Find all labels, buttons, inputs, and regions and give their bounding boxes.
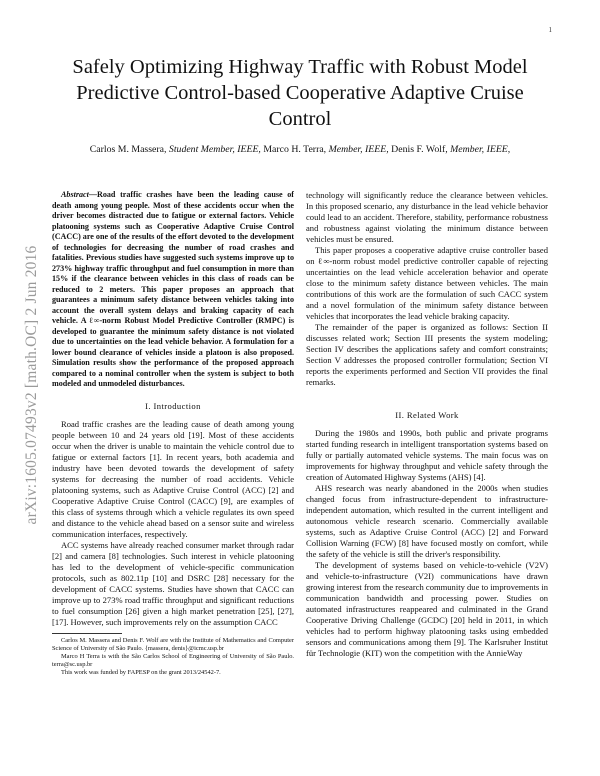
author-1: Carlos M. Massera, bbox=[89, 144, 167, 155]
paper-title: Safely Optimizing Highway Traffic with Robust Model Predictive Control-based Cooperative Adaptive Cruise Control bbox=[72, 56, 528, 130]
author-2: Marco H. Terra, bbox=[263, 144, 327, 155]
footnote-divider bbox=[52, 633, 122, 634]
author-3-role: Member, IEEE, bbox=[450, 144, 511, 155]
related-paragraph-3: The development of systems based on vehicle-to-vehicle (V2V) and vehicle-to-infrastructure (V2I) communications have drawn growing interest from the research community due to improvements in communication bandwidth and processing power. Studies on automated infrastructures reappeared and culminated in the Grand Cooperative Driving Challenge (GCDC) [20] held in 2011, in which vehicles had to perform highway platooning tasks using embedded sensors and communications among them [9]. The Karlsruher Institut für Technologie (KIT) won the competition with the AnnieWay bbox=[306, 560, 548, 658]
intro-paragraph-2: ACC systems have already reached consumer market through radar [2] and camera [8] technologies. Such interest in vehicle platooning has led to the development of vehicle-specific communication protocols, such as 802.11p [10] and DSRC [28] necessary for the development of CACC systems. Studies have shown that CACC can improve up to 273% road traffic throughput and significant reductions to fuel consumption [26] given a high market penetration [25], [27], [17]. However, such improvements rely on the assumption CACC bbox=[52, 539, 294, 627]
footnote-funding: This work was funded by FAPESP on the grant 2013/24542-7. bbox=[61, 668, 221, 676]
section-heading-related-work: II. Related Work bbox=[395, 410, 459, 420]
author-2-role: Member, IEEE, bbox=[328, 144, 389, 155]
intro-paragraph-1: Road traffic crashes are the leading cause of death among young people between 10 and 24 years old [19]. Most of these accidents occur when the driver is unable to maintain the vehicle control due to fatigue or external factors [1]. In recent years, both academia and industry have been devoted towards the development of safety systems for decreasing the number of road accidents. Vehicle platooning systems, such as Adaptive Cruise Control (ACC) [2] and Cooperative Adaptive Cruise Control (CACC) [9], are examples of this class of systems through which a vehicle regulates its own speed and distance to the vehicle ahead based on a sensor suite and wireless communication interfaces, respectively. bbox=[52, 418, 294, 539]
page-number: 1 bbox=[548, 26, 552, 34]
abstract-text: —Road traffic crashes have been the leading cause of death among young people. Most of these accidents occur when the driver becomes distracted due to fatigue or external factors. Vehicle platooning systems such as Cooperative Adaptive Cruise Control (CACC) are one of the results of the effort devoted to the development of technologies for decreasing the number of road crashes and fatalities. Previous studies have suggested such systems improve up to 273% highway traffic throughput and fuel consumption in more than 15% if the clearance between vehicles in this class of roads can be reduced to 2 meters. This paper proposes an approach that guarantees a minimum safety distance between vehicles taking into account the overall system delays and braking capacity of each vehicle. A ℓ∞-norm Robust Model Predictive Controller (RMPC) is developed to guarantee the minimum safety distance is not violated due to uncertainties on the lead vehicle behavior. A formulation for a lower bound clearance of vehicles inside a platoon is also proposed. Simulation results show the performance of the proposed approach compared to a nominal controller when the system is subject to both modeled and unmodeled disturbances. bbox=[52, 190, 295, 388]
section-spacer bbox=[306, 388, 548, 399]
left-column bbox=[52, 190, 294, 677]
abstract-label: Abstract bbox=[61, 190, 89, 199]
author-1-role: Student Member, IEEE, bbox=[168, 144, 261, 155]
right-paragraph-3: The remainder of the paper is organized as follows: Section II discusses related work; Section III presents the system modeling; Section IV describes the applications safety and comfort constraints; Section V addresses the proposed controller formulation; Section VI reports the experiments performed and Section VII provides the final remarks. bbox=[306, 322, 548, 387]
author-3: Denis F. Wolf, bbox=[391, 144, 448, 155]
author-line bbox=[50, 144, 550, 155]
right-paragraph-1: technology will significantly reduce the clearance between vehicles. In this proposed scenario, any disturbance in the lead vehicle behavior could lead to an accident. Therefore, stability, performance robustness and robustness against violating the minimum distance between vehicles must be ensured. bbox=[306, 190, 548, 244]
section-heading-introduction: I. Introduction bbox=[145, 400, 201, 411]
footnote-affiliation-1: Carlos M. Massera and Denis F. Wolf are with the Institute of Mathematics and Computer Science of University of São Paulo. {massera, denis}@icmc.usp.br bbox=[52, 636, 294, 652]
arxiv-stamp bbox=[20, 205, 44, 565]
footnote-affiliation-2: Marco H Terra is with the São Carlos School of Engineering of University of São Paulo. terra@sc.usp.br bbox=[52, 652, 294, 668]
arxiv-stamp-text: arXiv:1605.07493v2 [math.OC] 2 Jun 2016 bbox=[23, 245, 40, 525]
abstract bbox=[52, 190, 294, 390]
right-paragraph-2: This paper proposes a cooperative adaptive cruise controller based on ℓ∞-norm robust model predictive controller capable of rejecting uncertainties on the lead vehicle acceleration behavior and operate close to the minimum safety distance between vehicles. The main contributions of this work are the formulation of such CACC system and a novel formulation of the minimum safety distance between vehicles that incorporates the lead vehicle braking capacity. bbox=[306, 245, 548, 321]
related-paragraph-2: AHS research was nearly abandoned in the 2000s when studies changed focus from infrastructure-dependent to infrastructure-independent automation, which resulted in the current intelligent and autonomous vehicle research scenario. Commercially available systems, such as Adaptive Cruise Control (ACC) [2] and Forward Collision Warning (FCW) [8] have focused mostly on comfort, while the safety of the vehicle is still the driver's responsibility. bbox=[306, 483, 548, 559]
related-paragraph-1: During the 1980s and 1990s, both public and private programs started funding research in intelligent transportation systems based on fully or partially automated vehicle systems. The main focus was on improvements for highway throughput and vehicle safety through the creation of Automated Highway Systems (AHS) [4]. bbox=[306, 428, 548, 482]
right-column bbox=[306, 190, 548, 659]
